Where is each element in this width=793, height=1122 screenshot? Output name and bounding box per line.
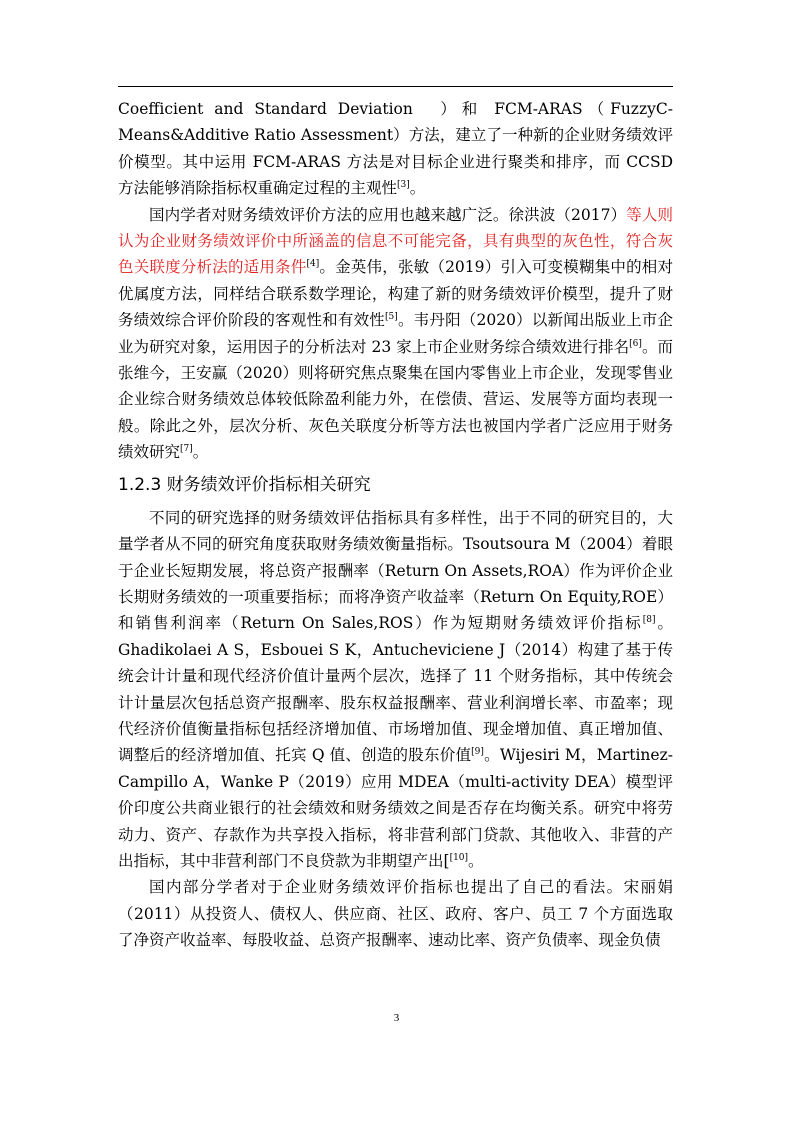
- text-run: 。: [192, 443, 209, 462]
- citation-ref: [3]: [397, 180, 410, 191]
- text-run: 。Wijesiri M，Martinez-Campillo A，Wanke P（2019）应用 MDEA（multi-activity DEA）模型评价印度公共商业银行的社会绩效和财务绩效之间是否存在均衡关系。研究中将劳动力、资产、存款作为共享投入指标，将非营利部门贷款、其他收入、非营的产出指标，其中非营利部门不良贷款为非期望产出[: [118, 746, 673, 870]
- citation-ref: [7]: [180, 444, 193, 455]
- paragraph-2: [118, 202, 673, 466]
- text-run: 。金英伟，张敏（2019）引入可变模糊集中的相对优属度方法，同样结合联系数学理论，构建了新的财务绩效评价模型，提升了财务绩效综合评价阶段的客观性和有效性: [118, 258, 673, 330]
- citation-ref: [5]: [385, 312, 398, 323]
- paragraph-3: [118, 505, 673, 875]
- paragraph-4: [118, 874, 673, 953]
- text-run: 国内部分学者对于企业财务绩效评价指标也提出了自己的看法。宋丽娟（2011）从投资人、债权人、供应商、社区、政府、客户、员工 7 个方面选取了净资产收益率、每股收益、总资产报酬率、速动比率、资产负债率、现金负债: [118, 878, 673, 950]
- header-rule: [118, 86, 673, 87]
- text-run: Coefficient and Standard Deviation ）和 FCM-ARAS（FuzzyC-Means&Additive Ratio Assessment）方法，建立了一种新的企业财务绩效评价模型。其中运用 FCM-ARAS 方法是对目标企业进行聚类和排序，而 CCSD 方法能够消除指标权重确定过程的主观性: [118, 100, 673, 198]
- citation-ref: [10]: [449, 852, 469, 863]
- text-run: 。: [409, 179, 426, 198]
- citation-ref: [4]: [306, 259, 320, 270]
- text-run: 不同的研究选择的财务绩效评估指标具有多样性，出于不同的研究目的，大量学者从不同的研究角度获取财务绩效衡量指标。Tsoutsoura M（2004）着眼于企业长短期发展，将总资产报酬率（Return On Assets,ROA）作为评价企业长期财务绩效的一项重要指标；而将净资产收益率（Return On Equity,ROE）和销售利润率（Return On Sales,ROS）作为短期财务绩效评价指标: [118, 508, 673, 633]
- page-number: 3: [393, 1012, 400, 1024]
- text-run: 。而张维今，王安赢（2020）则将研究焦点聚集在国内零售业上市企业，发现零售业企业综合财务绩效总体较低除盈利能力外，在偿债、营运、发展等方面均表现一般。除此之外，层次分析、灰色关联度分析等方法也被国内学者广泛应用于财务绩效研究: [118, 337, 673, 462]
- section-heading: 1.2.3 财务绩效评价指标相关研究: [118, 474, 371, 495]
- text-run: 国内学者对财务绩效评价方法的应用也越来越广泛。徐洪波（2017）: [149, 205, 627, 224]
- highlighted-text: 等人则认为企业财务绩效评价中所涵盖的信息不可能完备，具有典型的灰色性，符合灰色关联度分析法的适用条件: [118, 205, 673, 277]
- body-text: [118, 96, 673, 954]
- paragraph-1: [118, 96, 673, 202]
- text-run: 。Ghadikolaei A S，Esbouei S K，Antucheviciene J（2014）构建了基于传统会计计量和现代经济价值计量两个层次，选择了 11 个财务指标，其中传统会计计量层次包括总资产报酬率、股东权益报酬率、营业利润增长率、市盈率；现代经济价值衡量指标包括经济增加值、市场增加值、现金增加值、真正增加值、调整后的经济增加值、托宾 Q 值、创造的股东价值: [118, 614, 673, 765]
- citation-ref: [8]: [642, 615, 656, 626]
- citation-ref: [6]: [629, 338, 642, 349]
- citation-ref: [9]: [471, 747, 484, 758]
- text-run: 。韦丹阳（2020）以新闻出版业上市企业为研究对象，运用因子的分析法对 23 家上市企业财务综合绩效进行排名: [118, 311, 673, 356]
- text-run: 。: [468, 851, 484, 870]
